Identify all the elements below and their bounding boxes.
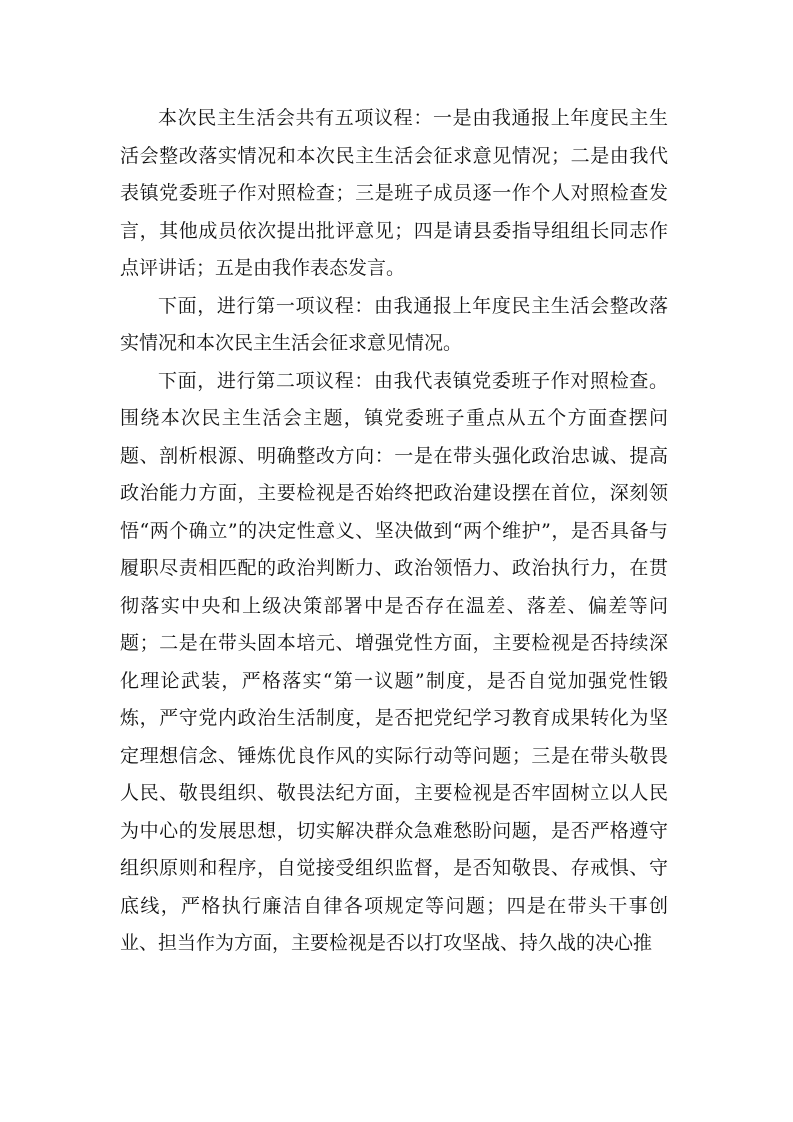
document-body <box>120 100 668 963</box>
paragraph-first-agenda-item: 下面，进行第一项议程：由我通报上年度民主生活会整改落实情况和本次民主生活会征求意见情况。 <box>120 294 668 354</box>
paragraph-agenda-overview: 本次民主生活会共有五项议程：一是由我通报上年度民主生活会整改落实情况和本次民主生活会征求意见情况；二是由我代表镇党委班子作对照检查；三是班子成员逐一作个人对照检查发言，其他成员依次提出批评意见；四是请县委指导组组长同志作点评讲话；五是由我作表态发言。 <box>120 107 668 279</box>
paragraph-second-agenda-item: 下面，进行第二项议程：由我代表镇党委班子作对照检查。围绕本次民主生活会主题，镇党委班子重点从五个方面查摆问题、剖析根源、明确整改方向：一是在带头强化政治忠诚、提高政治能力方面，主要检视是否始终把政治建设摆在首位，深刻领悟“两个确立”的决定性意义、坚决做到“两个维护”，是否具备与履职尽责相匹配的政治判断力、政治领悟力、政治执行力，在贯彻落实中央和上级决策部署中是否存在温差、落差、偏差等问题；二是在带头固本培元、增强党性方面，主要检视是否持续深化理论武装，严格落实“第一议题”制度，是否自觉加强党性锻炼，严守党内政治生活制度，是否把党纪学习教育成果转化为坚定理想信念、锤炼优良作风的实际行动等问题；三是在带头敬畏人民、敬畏组织、敬畏法纪方面，主要检视是否牢固树立以人民为中心的发展思想，切实解决群众急难愁盼问题，是否严格遵守组织原则和程序，自觉接受组织监督，是否知敬畏、存戒惧、守底线，严格执行廉洁自律各项规定等问题；四是在带头干事创业、担当作为方面，主要检视是否以打攻坚战、持久战的决心推 <box>120 369 668 954</box>
